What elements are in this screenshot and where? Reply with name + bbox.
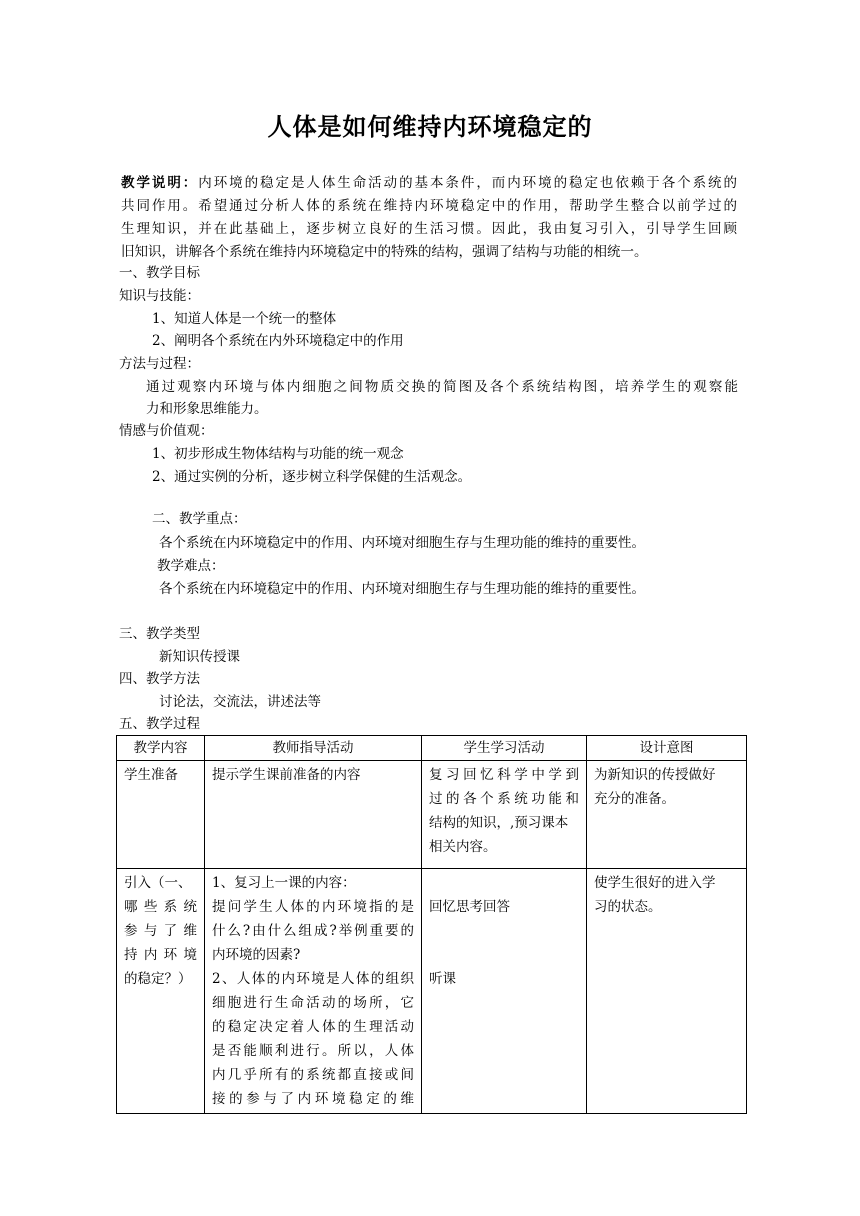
column-header: 教师指导活动 <box>205 736 422 761</box>
method-text: 讨论法，交流法，讲述法等 <box>159 694 321 710</box>
cell-content: 学生准备 <box>117 761 205 869</box>
key-points-heading: 二、教学重点： <box>152 511 247 527</box>
method-heading: 四、教学方法 <box>119 671 200 687</box>
knowledge-heading: 知识与技能： <box>119 288 200 304</box>
table-row <box>117 869 747 1114</box>
emotion-item-1: 1、初步形成生物体结构与功能的统一观念 <box>152 446 404 462</box>
goals-heading: 一、教学目标 <box>119 265 200 281</box>
cell-teacher: 提示学生课前准备的内容 <box>205 761 422 869</box>
difficulty-text: 各个系统在内环境稳定中的作用、内环境对细胞生存与生理功能的维持的重要性。 <box>159 581 645 597</box>
emotion-heading: 情感与价值观： <box>119 423 214 439</box>
key-points-text: 各个系统在内环境稳定中的作用、内环境对细胞生存与生理功能的维持的重要性。 <box>159 535 645 551</box>
cell-student: 回忆思考回答 听课 <box>422 869 587 1114</box>
process-table <box>116 735 747 1114</box>
column-header: 教学内容 <box>117 736 205 761</box>
cell-content: 引入（一、 哪些系统 参与了维 持内环境 的稳定？） <box>117 869 205 1114</box>
knowledge-item-1: 1、知道人体是一个统一的整体 <box>152 311 337 327</box>
type-heading: 三、教学类型 <box>119 626 200 642</box>
table-header-row <box>117 736 747 761</box>
document-title: 人体是如何维持内环境稳定的 <box>267 113 593 141</box>
cell-intent: 为新知识的传授做好 充分的准备。 <box>587 761 747 869</box>
intro-line-3: 生理知识，并在此基础上，逐步树立良好的生活习惯。因此，我由复习引入，引导学生回顾 <box>121 221 737 237</box>
method-process-line-1: 通过观察内环境与体内细胞之间物质交换的简图及各个系统结构图，培养学生的观察能 <box>146 379 738 395</box>
method-process-heading: 方法与过程： <box>119 356 200 372</box>
difficulty-heading: 教学难点： <box>157 558 225 574</box>
cell-teacher: 1、复习上一课的内容： 提问学生人体的内环境指的是 什么?由什么组成?举例重要的 内环境的因素? 2、人体的内环境是人体的组织 细胞进行生命活动的场所，它 的稳定决定着人体的生理活动 是否能顺利进行。所以，人体 内几乎所有的系统都直接或间 接的参与了内环境稳定的维 <box>205 869 422 1114</box>
knowledge-item-2: 2、阐明各个系统在内外环境稳定中的作用 <box>152 333 404 349</box>
column-header: 设计意图 <box>587 736 747 761</box>
cell-intent: 使学生很好的进入学 习的状态。 <box>587 869 747 1114</box>
emotion-item-2: 2、通过实例的分析，逐步树立科学保健的生活观念。 <box>152 469 472 485</box>
method-process-line-2: 力和形象思维能力。 <box>146 401 268 417</box>
cell-student: 复习回忆科学中学到 过的各个系统功能和 结构的知识，,预习课本 相关内容。 <box>422 761 587 869</box>
intro-line-4: 旧知识，讲解各个系统在维持内环境稳定中的特殊的结构，强调了结构与功能的相统一。 <box>121 244 648 260</box>
table-row <box>117 761 747 869</box>
column-header: 学生学习活动 <box>422 736 587 761</box>
intro-label: 教学说明： <box>121 175 199 191</box>
type-text: 新知识传授课 <box>159 649 240 665</box>
intro-line-1: 教学说明：内环境的稳定是人体生命活动的基本条件，而内环境的稳定也依赖于各个系统的 <box>121 175 738 191</box>
process-heading: 五、教学过程 <box>119 716 200 732</box>
intro-line-2: 共同作用。希望通过分析人体的系统在维持内环境稳定中的作用，帮助学生整合以前学过的 <box>121 198 737 214</box>
